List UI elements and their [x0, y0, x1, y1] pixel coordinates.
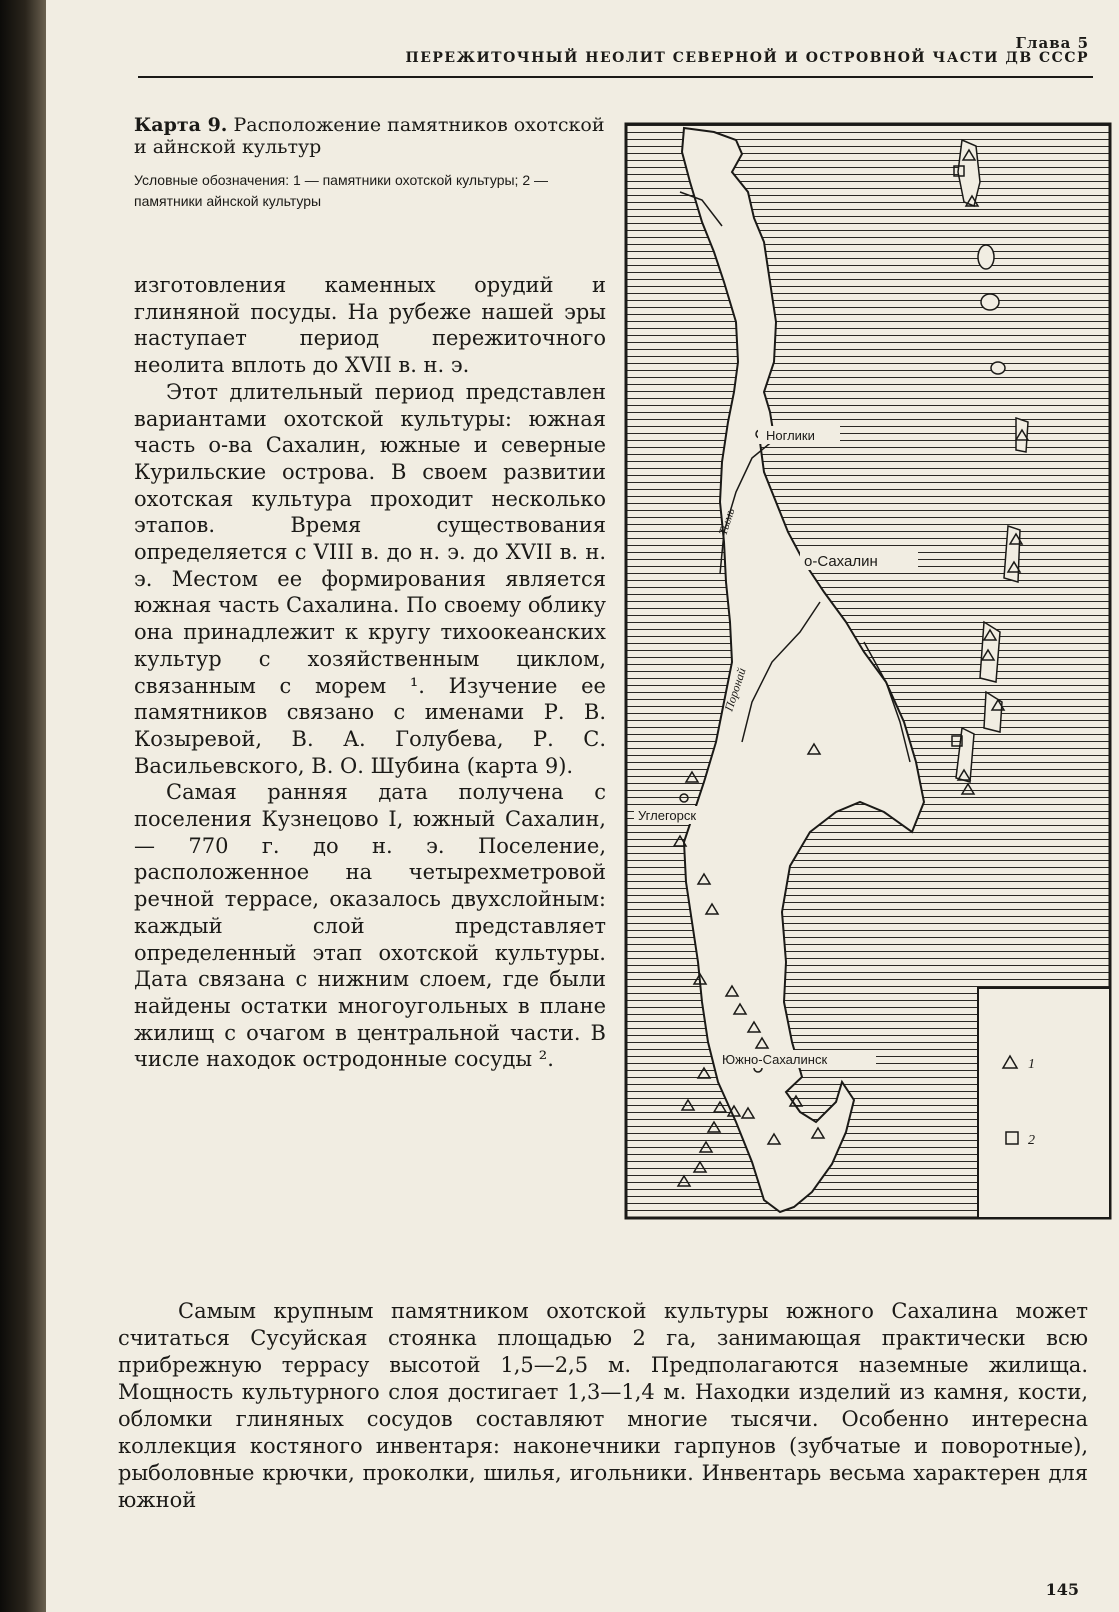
label-uglegorsk: Углегорск: [638, 808, 697, 823]
header-rule: [138, 76, 1093, 78]
paragraph-1: изготовления каменных орудий и глиняной посуды. На рубеже нашей эры наступает период пережиточного неолита вплоть до XVII в. н. э.: [134, 273, 606, 378]
label-river-poronai: Поронай: [721, 666, 749, 713]
left-column-text: [134, 272, 606, 1073]
label-nogliki: Ноглики: [766, 428, 815, 443]
label-sakhalin: о-Сахалин: [804, 553, 878, 570]
full-width-text: [118, 1298, 1088, 1514]
paragraph-3: Самая ранняя дата получена с поселения Кузнецово I, южный Сахалин,— 770 г. до н. э. Поселение, расположенное на четырехметровой речной террасе, оказалось двухслойным: каждый слой представляет определенный этап охотской культуры. Дата связана с нижним слоем, где были найдены остатки многоугольных в плане жилищ с очагом в центральной части. В числе находок остродонные сосуды ².: [134, 780, 606, 1072]
map-caption-text: Расположение памятников охотской и айнской культур: [134, 114, 605, 158]
page-number: 145: [1045, 1580, 1079, 1599]
legend-label-2: 2: [1028, 1133, 1035, 1148]
map-legend-box: [978, 988, 1110, 1218]
legend-label-1: 1: [1028, 1057, 1035, 1072]
paragraph-4: Самым крупным памятником охотской культуры южного Сахалина может считаться Сусуйская стоянка площадью 2 га, занимающая практически всю прибрежную террасу высотой 1,5—2,5 м. Предполагаются наземные жилища. Мощность культурного слоя достигает 1,3—1,4 м. Находки изделий из камня, кости, обломки глиняных сосудов составляют многие тысячи. Особенно интересна коллекция костяного инвентаря: наконечники гарпунов (зубчатые и поворотные), рыболовные крючки, проколки, шилья, игольники. Инвентарь весьма характерен для южной: [118, 1299, 1088, 1512]
map-caption-title: [134, 114, 606, 158]
paragraph-2: Этот длительный период представлен вариантами охотской культуры: южная часть о-ва Сахалин, южные и северные Курильские острова. В своем развитии охотская культура проходит несколько этапов. Время существования определяется с VIII в. до н. э. до XVII в. н. э. Местом ее формирования является южная часть Сахалина. По своему облику она принадлежит к кругу тихоокеанских культур с хозяйственным циклом, связанным с морем ¹. Изучение ее памятников связано с именами Р. В. Козыревой, В. А. Голубева, Р. С. Васильевского, В. О. Шубина (карта 9).: [134, 379, 606, 778]
sakhalin-map: [624, 122, 1112, 1220]
book-page: [46, 0, 1119, 1612]
map-caption-label: Карта 9.: [134, 114, 228, 136]
map-caption: [134, 114, 606, 212]
map-caption-legend: Условные обозначения: 1 — памятники охотской культуры; 2 — памятники айнской культуры: [134, 172, 549, 209]
running-head-title: ПЕРЕЖИТОЧНЫЙ НЕОЛИТ СЕВЕРНОЙ И ОСТРОВНОЙ ЧАСТИ ДВ СССР: [405, 50, 1089, 66]
label-river-tym: Тымь: [715, 506, 738, 537]
book-spine: [0, 0, 46, 1612]
label-yuzhno-sakhalinsk: Южно-Сахалинск: [722, 1052, 828, 1067]
running-head-chapter: Глава 5: [1015, 34, 1089, 52]
